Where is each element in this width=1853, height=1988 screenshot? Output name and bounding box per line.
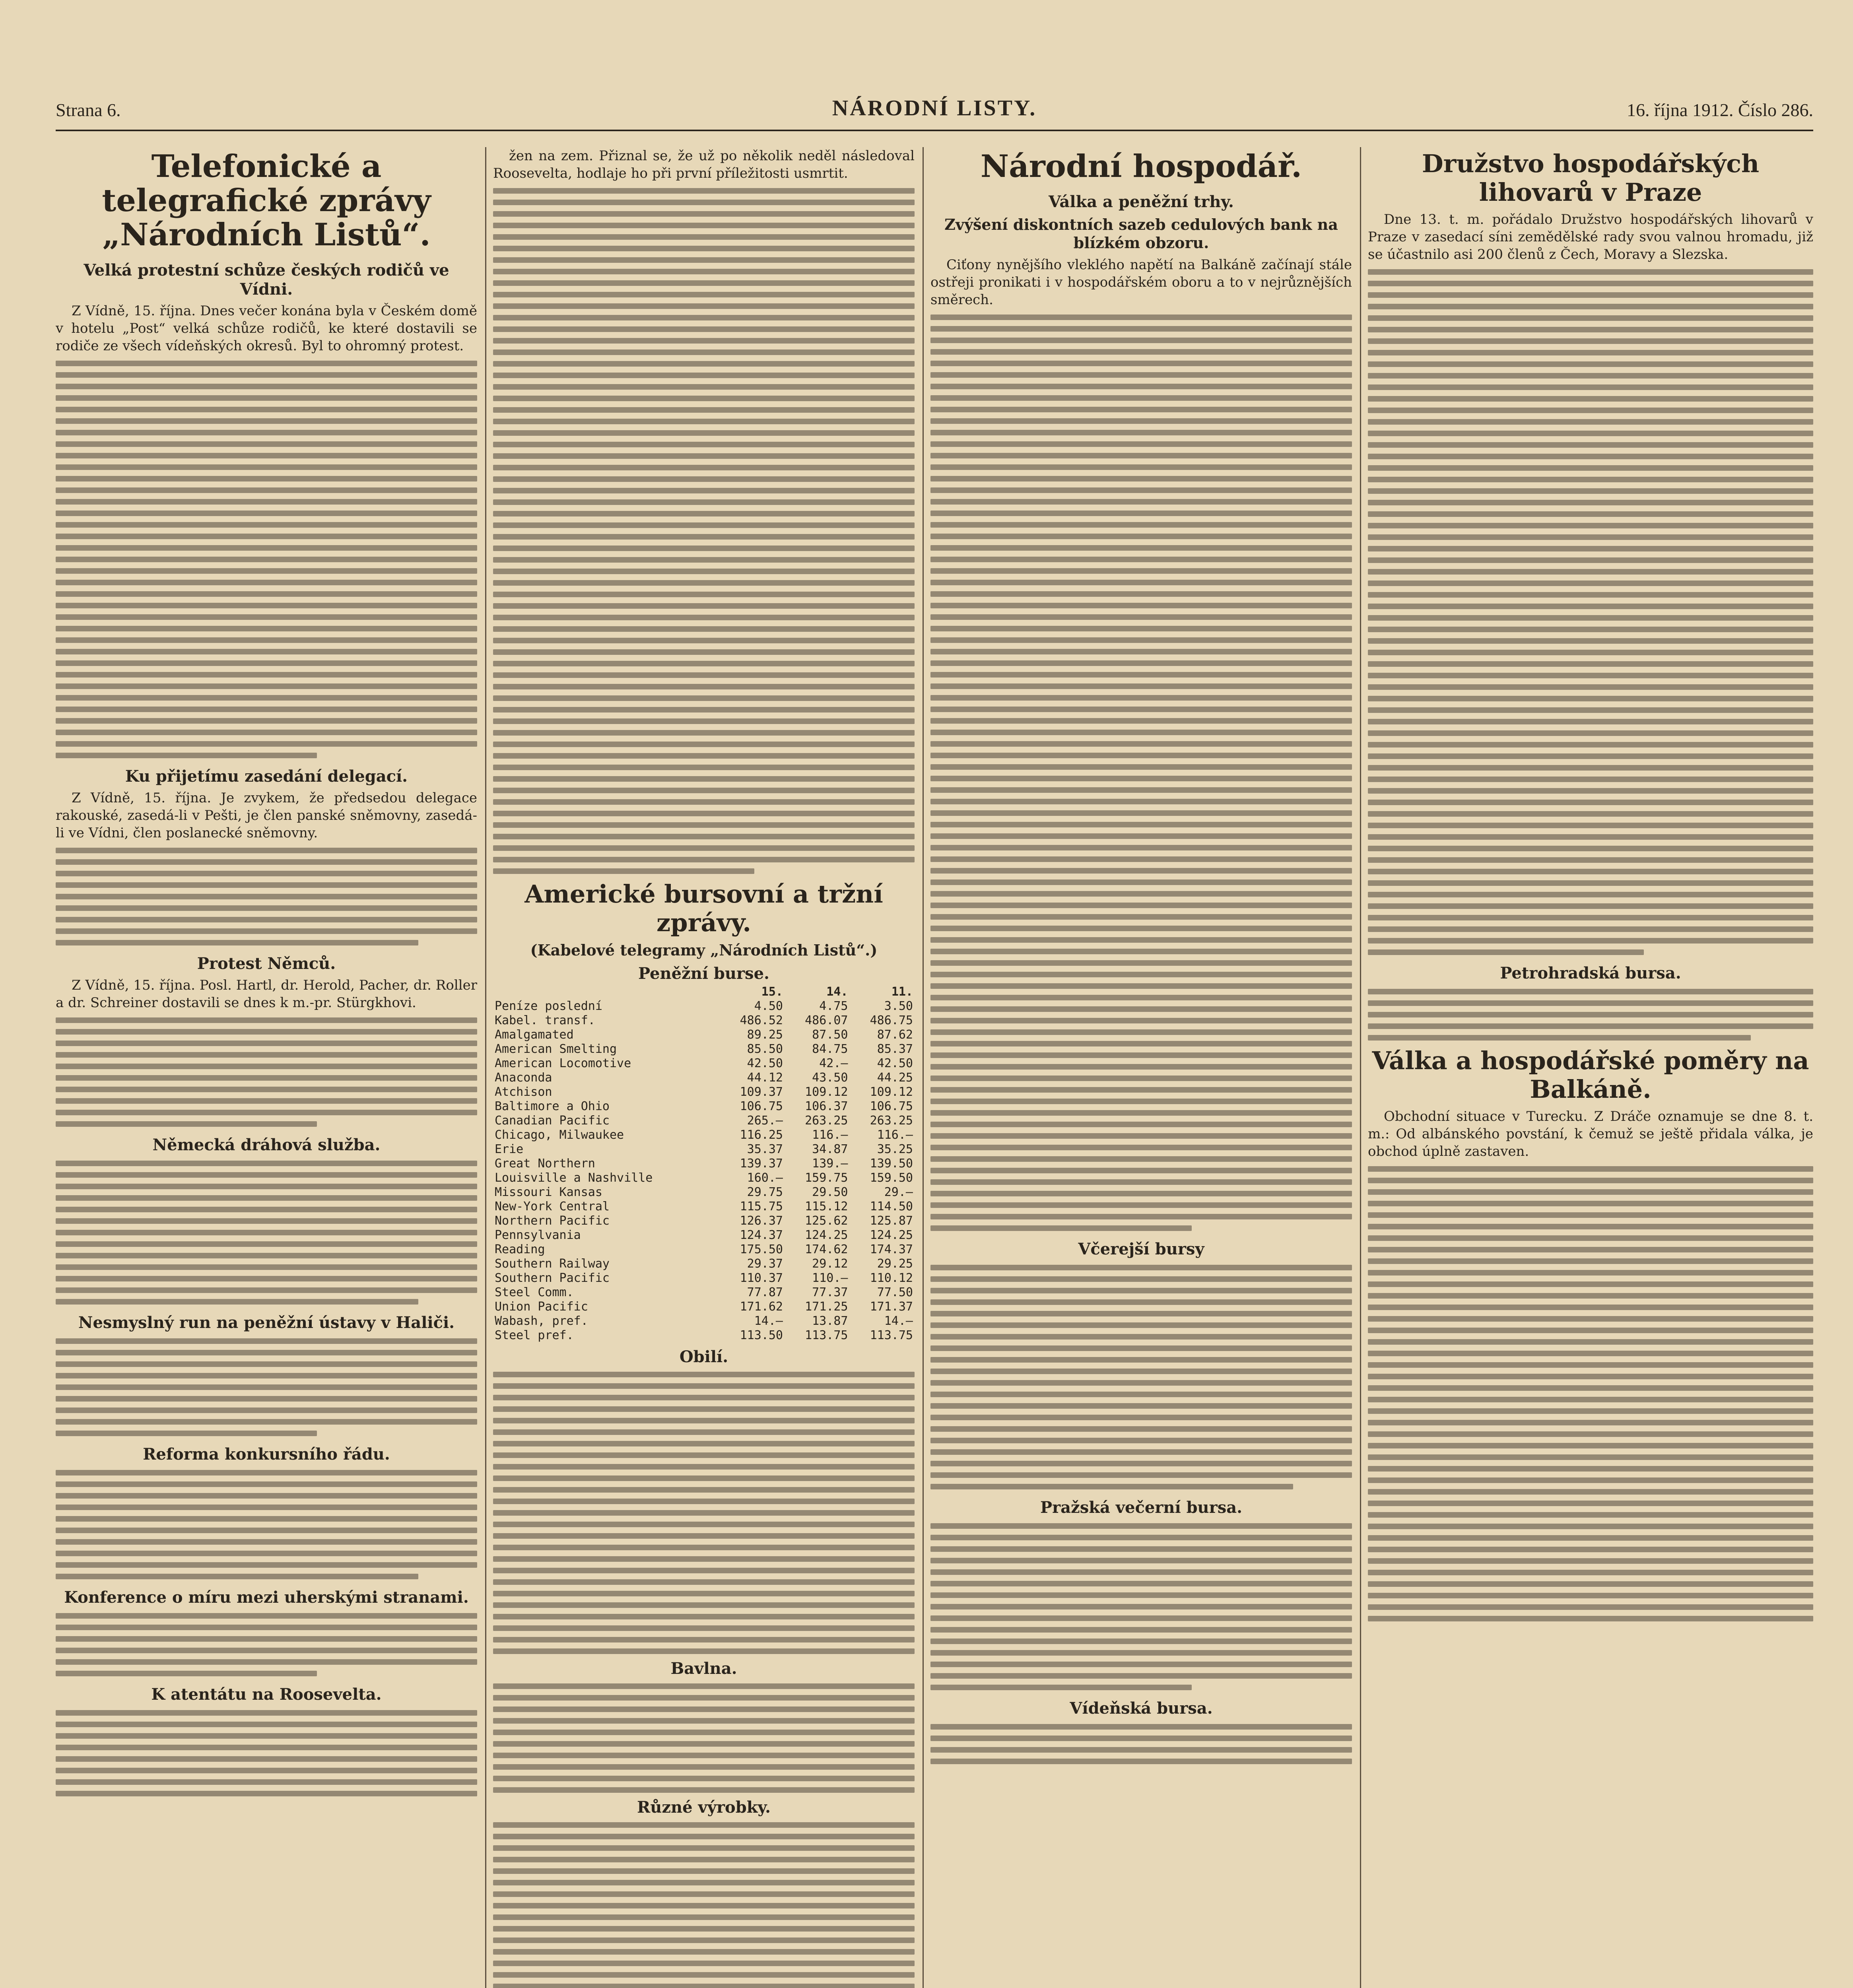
table-cell: 4.50 [754,999,783,1013]
table-cell: Union Pacific [495,1300,588,1314]
article-body [1368,989,1813,1041]
section-title: K atentátu na Roosevelta. [151,1685,382,1704]
table-cell: 42.— [819,1056,848,1070]
cotton-table [493,1683,915,1793]
article-body [56,848,477,945]
table-title: Obilí. [679,1347,728,1366]
section-subtitle: Zvýšení diskontních sazeb cedulových bank na blízkém obzoru. [944,215,1338,252]
table-cell: 113.75 [870,1328,913,1342]
table-cell: 29.37 [747,1257,783,1271]
table-row [493,1257,915,1271]
table-cell: 87.50 [812,1028,848,1042]
section-title: Velká protestní schůze českých rodičů ve Vídni. [84,261,449,299]
table-row [493,1300,915,1314]
table-row [493,999,915,1013]
table-cell: 126.37 [740,1214,783,1228]
table-cell: Kabel. transf. [495,1013,595,1027]
article-text: Z Vídně, 15. října. Posl. Hartl, dr. Herold, Pacher, dr. Roller a dr. Schreiner dostavili se dnes k m.-pr. Stürgkhovi. [56,977,477,1011]
table-cell: 85.37 [877,1042,913,1056]
headline-balkans: Válka a hospodářské poměry na Balkáně. [1372,1046,1809,1104]
table-cell: Steel pref. [495,1328,574,1342]
table-cell: 160.— [747,1171,783,1185]
column-rule [1360,147,1361,1988]
table-cell: American Locomotive [495,1056,631,1070]
table-cell: 263.25 [805,1114,848,1128]
table-cell: 159.50 [870,1171,913,1185]
table-row [493,1200,915,1214]
article-body [930,1265,1352,1489]
table-cell: 265.— [747,1114,783,1128]
article-body [493,188,915,874]
section-title: Válka a peněžní trhy. [1049,192,1234,211]
table-row [493,1185,915,1200]
column-cooperative [1368,147,1813,1988]
page-number: Strana 6. [56,100,121,120]
table-cell: Baltimore a Ohio [495,1099,610,1113]
table-cell: 77.87 [747,1285,783,1299]
table-cell: 89.25 [747,1028,783,1042]
table-cell: Great Northern [495,1157,595,1171]
column-rule [485,147,486,1988]
table-cell: 29.12 [812,1257,848,1271]
table-title: Různé výrobky. [637,1798,771,1817]
newspaper-title: NÁRODNÍ LISTY. [832,96,1037,120]
article-body [1368,1166,1813,1621]
table-cell: 171.37 [870,1300,913,1314]
table-row [493,1071,915,1085]
table-cell: 124.25 [805,1228,848,1242]
article-body [1368,269,1813,955]
headline-cooperative: Družstvo hospodářských lihovarů v Praze [1422,149,1760,207]
article-body [56,361,477,758]
section-title: Ku přijetímu zasedání delegací. [125,767,408,786]
section-title: Petrohradská bursa. [1500,964,1681,982]
table-cell: Southern Railway [495,1257,610,1271]
table-cell: Canadian Pacific [495,1114,610,1128]
table-cell: Chicago, Milwaukee [495,1128,624,1142]
table-row [493,1128,915,1142]
table-cell: 113.75 [805,1328,848,1342]
table-cell: 109.12 [805,1085,848,1099]
headline-telegrams: Telefonické a telegrafické zprávy „Národních Listů“. [102,148,431,253]
table-cell: 29.25 [877,1257,913,1271]
table-cell: Southern Pacific [495,1271,610,1285]
table-cell: 116.— [877,1128,913,1142]
table-cell: 139.— [812,1157,848,1171]
table-cell: Missouri Kansas [495,1185,602,1199]
table-cell: 159.75 [805,1171,848,1185]
headline-economy: Národní hospodář. [980,148,1302,184]
grain-table [493,1372,915,1654]
article-body [56,1338,477,1436]
table-cell: 84.75 [812,1042,848,1056]
table-cell: Atchison [495,1085,552,1099]
table-header-cell: 11. [891,985,913,999]
table-cell: 116.— [812,1128,848,1142]
issue-date: 16. října 1912. Číslo 286. [1627,100,1813,120]
table-row [493,1085,915,1099]
table-cell: 110.— [812,1271,848,1285]
table-row [493,1056,915,1071]
table-cell: 42.50 [747,1056,783,1070]
table-cell: 109.12 [870,1085,913,1099]
section-title: Německá dráhová služba. [152,1136,381,1154]
table-cell: Wabash, pref. [495,1314,588,1328]
article-body [56,1710,477,1796]
article-text: Dne 13. t. m. pořádalo Družstvo hospodářských lihovarů v Praze v zasedací síni zemědělské rady svou valnou hromadu, již se účastnilo asi 200 členů z Čech, Moravy a Slezska. [1368,212,1813,262]
section-title: Nesmyslný run na peněžní ústavy v Haliči. [78,1313,455,1332]
table-row [493,1328,915,1343]
table-cell: 115.12 [805,1200,848,1213]
table-cell: 171.62 [740,1300,783,1314]
article-body [930,315,1352,1231]
masthead-rule [56,130,1813,131]
article-text: Obchodní situace v Turecku. Z Dráče oznamuje se dne 8. t. m.: Od albánského povstání, k čemuž se ještě přidala válka, je obchod úplně zastaven. [1368,1109,1813,1159]
table-cell: 44.12 [747,1071,783,1085]
section-title: Vídeňská bursa. [1070,1699,1213,1718]
table-cell: 77.50 [877,1285,913,1299]
table-cell: 263.25 [870,1114,913,1128]
table-cell: New-York Central [495,1200,610,1213]
table-row [493,1271,915,1285]
table-cell: 106.75 [870,1099,913,1113]
article-body [930,1724,1352,1764]
table-cell: Peníze poslední [495,999,602,1013]
article-body [56,1470,477,1579]
table-row [493,1042,915,1056]
section-title: Reforma konkursního řádu. [143,1445,390,1464]
table-cell: 29.— [884,1185,913,1199]
article-body [56,1017,477,1127]
table-row [493,1028,915,1042]
table-cell: 35.37 [747,1142,783,1156]
table-row [493,1285,915,1300]
section-title: Konference o míru mezi uherskými stranami. [64,1588,469,1607]
table-cell: 42.50 [877,1056,913,1070]
table-header-cell [493,985,720,999]
newspaper-page [56,91,1813,1988]
table-cell: 113.50 [740,1328,783,1342]
table-cell: 116.25 [740,1128,783,1142]
table-cell: Reading [495,1242,545,1256]
table-cell: 139.37 [740,1157,783,1171]
table-cell: 486.75 [870,1013,913,1027]
table-cell: Amalgamated [495,1028,574,1042]
goods-table [493,1822,915,1988]
table-row [493,1157,915,1171]
section-title: Včerejší bursy [1078,1240,1204,1258]
table-cell: 486.07 [805,1013,848,1027]
column-telegrams [56,147,477,1988]
section-title: Protest Němců. [197,954,336,973]
table-row [493,1171,915,1185]
article-text: Ciťony nynějšího vleklého napětí na Balkáně začínají stále ostřeji pronikati i v hospodářském oboru a to v nejrůznějších směrech. [930,257,1352,308]
table-cell: 115.75 [740,1200,783,1213]
table-cell: 29.75 [747,1185,783,1199]
table-cell: 175.50 [740,1242,783,1256]
table-cell: 87.62 [877,1028,913,1042]
table-row [493,1314,915,1328]
table-cell: 139.50 [870,1157,913,1171]
table-cell: 4.75 [819,999,848,1013]
table-title: Bavlna. [670,1659,737,1678]
table-cell: 174.37 [870,1242,913,1256]
section-title: Pražská večerní bursa. [1040,1498,1243,1517]
table-cell: 110.37 [740,1271,783,1285]
table-cell: Erie [495,1142,524,1156]
table-cell: 13.87 [812,1314,848,1328]
table-cell: American Smelting [495,1042,617,1056]
table-cell: 44.25 [877,1071,913,1085]
article-body [930,1523,1352,1690]
table-cell: Steel Comm. [495,1285,574,1299]
column-economy [930,147,1352,1988]
table-cell: Louisville a Nashville [495,1171,653,1185]
table-cell: 34.87 [812,1142,848,1156]
article-text: Z Vídně, 15. října. Dnes večer konána byla v Českém domě v hotelu „Post“ velká schůze rodičů, ke které dostavili se rodiče ze všech vídeňských okresů. Byl to ohromný protest. [56,303,477,354]
market-subtitle: (Kabelové telegramy „Národních Listů“.) [530,941,878,959]
table-title: Peněžní burse. [638,964,769,983]
table-cell: 35.25 [877,1142,913,1156]
article-text: žen na zem. Přiznal se, že už po několik neděl následoval Roosevelta, hodlaje ho při první příležitosti usmrtit. [493,148,915,181]
table-header-cell: 14. [826,985,848,999]
table-header-cell: 15. [761,985,783,999]
article-text: Z Vídně, 15. října. Je zvykem, že předsedou delegace rakouské, zasedá-li v Pešti, je člen panské sněmovny, zasedá-li ve Vídni, člen poslanecké sněmovny. [56,790,477,841]
table-cell: Anaconda [495,1071,552,1085]
table-cell: 486.52 [740,1013,783,1027]
table-cell: 14.— [754,1314,783,1328]
table-row [493,1228,915,1242]
table-cell: 171.25 [805,1300,848,1314]
table-cell: 109.37 [740,1085,783,1099]
table-cell: 174.62 [805,1242,848,1256]
table-cell: 43.50 [812,1071,848,1085]
table-row [493,1099,915,1114]
table-cell: 14.— [884,1314,913,1328]
table-cell: 110.12 [870,1271,913,1285]
column-markets [493,147,915,1988]
article-body [56,1161,477,1305]
table-row [493,1214,915,1228]
table-cell: 125.87 [870,1214,913,1228]
table-cell: 124.25 [870,1228,913,1242]
table-cell: Northern Pacific [495,1214,610,1228]
table-cell: 77.37 [812,1285,848,1299]
table-cell: 3.50 [884,999,913,1013]
table-cell: 114.50 [870,1200,913,1213]
column-rule [923,147,924,1988]
article-body [56,1613,477,1676]
table-row [493,1242,915,1257]
table-cell: 106.37 [805,1099,848,1113]
table-cell: 124.37 [740,1228,783,1242]
table-row [493,1114,915,1128]
table-cell: 85.50 [747,1042,783,1056]
table-row [493,1013,915,1028]
table-cell: Pennsylvania [495,1228,581,1242]
table-cell: 106.75 [740,1099,783,1113]
stock-table [493,985,915,1343]
table-cell: 29.50 [812,1185,848,1199]
table-cell: 125.62 [805,1214,848,1228]
masthead [56,91,1813,127]
headline-markets: Americké bursovní a tržní zprávy. [524,879,883,937]
table-row [493,1142,915,1157]
